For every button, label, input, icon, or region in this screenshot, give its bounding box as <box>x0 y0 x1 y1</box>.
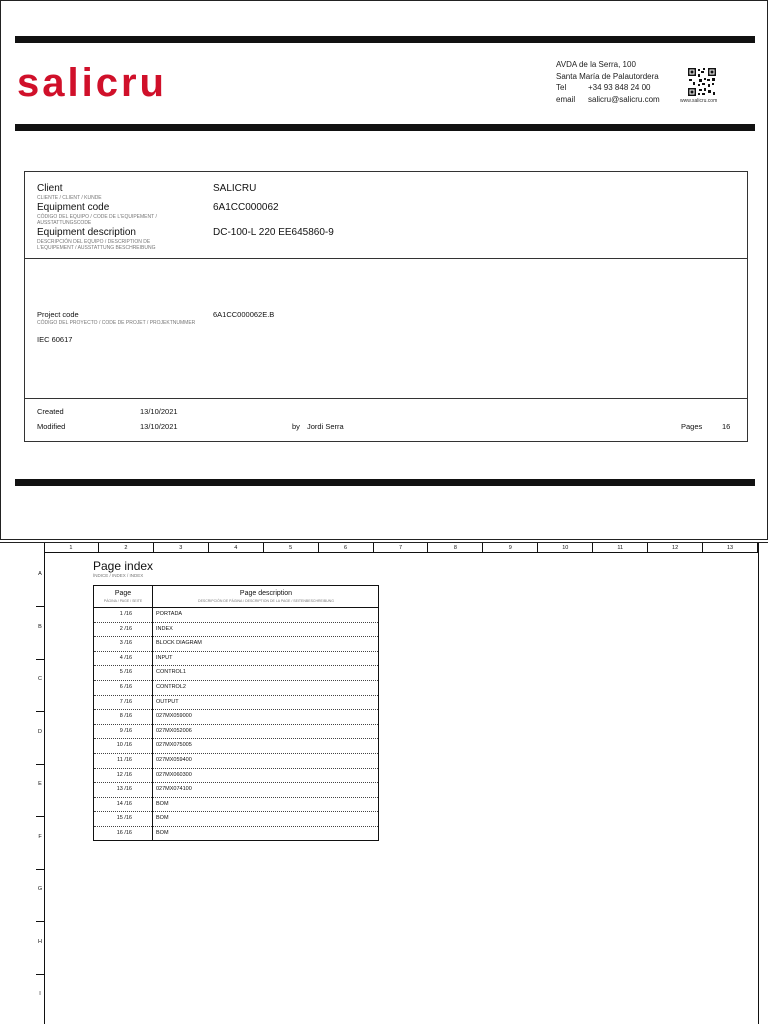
column-number: 13 <box>703 543 758 553</box>
row-page-number: 7 /16 <box>119 698 132 705</box>
row-page-description: 027MX059000 <box>156 713 192 720</box>
row-page-description: 027MX060300 <box>156 771 192 778</box>
project-code-sublabel: CÓDIGO DEL PROYECTO / CODE DE PROJET / PROJEKTNUMMER <box>37 320 196 326</box>
column-number: 2 <box>99 543 154 553</box>
row-page-description: 027MX074100 <box>156 786 192 793</box>
row-letter: C <box>38 676 42 682</box>
row-page-description: INPUT <box>156 654 173 661</box>
table-row[interactable] <box>94 827 378 842</box>
row-page-number: 15 /16 <box>116 815 132 822</box>
top-rule <box>15 36 755 43</box>
row-page-number: 9 /16 <box>119 727 132 734</box>
company-address <box>556 59 660 105</box>
client-value: SALICRU <box>213 183 257 194</box>
tel-label: Tel <box>556 83 567 92</box>
row-page-number: 16 /16 <box>116 830 132 836</box>
modified-value: 13/10/2021 <box>140 422 178 431</box>
row-page-number: 13 /16 <box>116 786 132 793</box>
qr-code-icon <box>687 67 717 97</box>
table-row[interactable] <box>94 623 378 638</box>
row-letter: B <box>38 623 42 630</box>
table-row[interactable] <box>94 696 378 711</box>
client-sublabel: CLIENTE / CLIENT / KUNDE <box>37 195 102 201</box>
header-description: Page description <box>239 590 293 597</box>
row-tick <box>36 869 45 870</box>
page-index-subtitle: ÍNDICE / INDEX / INDEX <box>93 573 144 578</box>
table-row[interactable] <box>94 812 378 827</box>
row-page-number: 10 /16 <box>116 742 132 749</box>
box-divider-2 <box>25 398 747 399</box>
column-number: 4 <box>209 543 264 553</box>
project-code-value: 6A1CC000062E.B <box>213 310 275 319</box>
equipment-code-value: 6A1CC000062 <box>213 202 279 213</box>
email-label: email <box>556 94 576 104</box>
row-page-number: 8 /16 <box>119 713 132 720</box>
row-letter: I <box>39 991 41 997</box>
equipment-description-label: Equipment description <box>37 227 136 238</box>
row-letter: G <box>37 886 43 892</box>
table-row[interactable] <box>94 608 378 623</box>
email-value[interactable]: salicru@salicru.com <box>588 94 660 104</box>
row-tick <box>36 974 45 975</box>
column-number: 6 <box>319 543 374 553</box>
row-letter: H <box>38 938 42 945</box>
project-code-label: Project code <box>37 310 79 319</box>
address-line-2: Santa María de Palautordera <box>556 71 659 81</box>
header-description-sub: DESCRIPCIÓN DE PÁGINA / DESCRIPTION DE LA PAGE / SEITENBESCHREIBUNG <box>198 599 334 603</box>
table-row[interactable] <box>94 783 378 798</box>
column-number: 12 <box>648 543 703 553</box>
column-number: 11 <box>593 543 648 553</box>
salicru-logo: salicru <box>17 61 167 105</box>
row-page-description: PORTADA <box>156 611 183 617</box>
row-page-number: 6 /16 <box>119 684 132 690</box>
header-page-sub: PÁGINA / PAGE / SEITE <box>103 599 143 603</box>
row-tick <box>36 659 45 660</box>
table-row[interactable] <box>94 681 378 696</box>
row-page-number: 14 /16 <box>116 800 132 807</box>
row-letter: A <box>38 571 42 577</box>
row-page-number: 5 /16 <box>119 669 132 676</box>
table-row[interactable] <box>94 666 378 681</box>
pages-value: 16 <box>722 422 731 431</box>
index-page <box>0 542 768 1024</box>
modified-label: Modified <box>37 422 66 431</box>
row-page-description: BOM <box>156 830 169 836</box>
row-tick <box>36 921 45 922</box>
table-row[interactable] <box>94 739 378 754</box>
tel-value: +34 93 848 24 00 <box>588 83 651 92</box>
pages-label: Pages <box>681 422 703 431</box>
row-page-number: 11 /16 <box>117 757 132 763</box>
row-page-number: 2 /16 <box>119 625 132 632</box>
row-page-number: 12 /16 <box>116 771 132 778</box>
table-row[interactable] <box>94 710 378 725</box>
table-row[interactable] <box>94 754 378 769</box>
table-header <box>94 586 378 608</box>
row-tick <box>36 764 45 765</box>
column-number: 8 <box>428 543 483 553</box>
bottom-rule <box>15 479 755 486</box>
row-page-description: 027MX075005 <box>156 742 192 749</box>
row-tick <box>36 816 45 817</box>
frame-right-border <box>758 543 759 1024</box>
box-divider-1 <box>25 258 747 259</box>
row-page-description: BOM <box>156 800 169 807</box>
table-row[interactable] <box>94 725 378 740</box>
equipment-code-label: Equipment code <box>37 202 110 213</box>
website-link[interactable]: www.salicru.com <box>680 98 718 104</box>
row-letter: E <box>38 781 42 787</box>
row-page-description: 027MX052006 <box>156 727 192 734</box>
header-page: Page <box>114 590 132 597</box>
equipment-code-sublabel: CÓDIGO DEL EQUIPO / CODE DE L'EQUIPEMENT / AUSSTATTUNGSCODE <box>37 214 157 226</box>
equipment-description-sublabel: DESCRIPCIÓN DEL EQUIPO / DESCRIPTION DE L'EQUIPEMENT / AUSSTATTUNG BESCHREIBUNG <box>37 239 156 251</box>
created-label: Created <box>37 407 64 416</box>
author-value: Jordi Serra <box>307 422 344 431</box>
column-number: 10 <box>538 543 593 553</box>
table-row[interactable] <box>94 798 378 813</box>
page-index-table <box>93 585 379 841</box>
project-info-box <box>24 171 748 442</box>
standard-label: IEC 60617 <box>37 335 73 344</box>
page-index-title: Page index <box>93 559 154 573</box>
client-label: Client <box>37 183 63 194</box>
row-letter: D <box>38 728 42 735</box>
row-letter: F <box>38 833 42 840</box>
row-page-description: CONTROL2 <box>156 684 186 690</box>
equipment-description-value: DC-100-L 220 EE645860-9 <box>213 227 334 238</box>
row-page-number: 4 /16 <box>119 654 132 661</box>
row-tick <box>36 711 45 712</box>
table-row[interactable] <box>94 769 378 784</box>
table-row[interactable] <box>94 637 378 652</box>
row-tick <box>36 606 45 607</box>
column-number: 3 <box>154 543 209 553</box>
column-number: 7 <box>374 543 429 553</box>
column-ruler <box>44 543 758 553</box>
row-page-description: INDEX <box>156 625 173 632</box>
created-value: 13/10/2021 <box>140 407 178 416</box>
column-number: 5 <box>264 543 319 553</box>
row-page-description: CONTROL1 <box>156 669 186 676</box>
table-row[interactable] <box>94 652 378 667</box>
frame-left-border <box>44 543 45 1024</box>
row-page-description: 027MX059400 <box>156 757 192 763</box>
mid-rule <box>15 124 755 131</box>
row-page-description: BLOCK DIAGRAM <box>156 640 202 647</box>
column-number: 9 <box>483 543 538 553</box>
column-number: 1 <box>44 543 99 553</box>
row-page-number: 3 /16 <box>119 640 132 647</box>
row-page-description: OUTPUT <box>156 698 179 705</box>
address-line-1: AVDA de la Serra, 100 <box>556 60 636 69</box>
row-page-description: BOM <box>156 815 169 822</box>
by-label: by <box>292 422 300 431</box>
row-page-number: 1 /16 <box>119 611 132 617</box>
